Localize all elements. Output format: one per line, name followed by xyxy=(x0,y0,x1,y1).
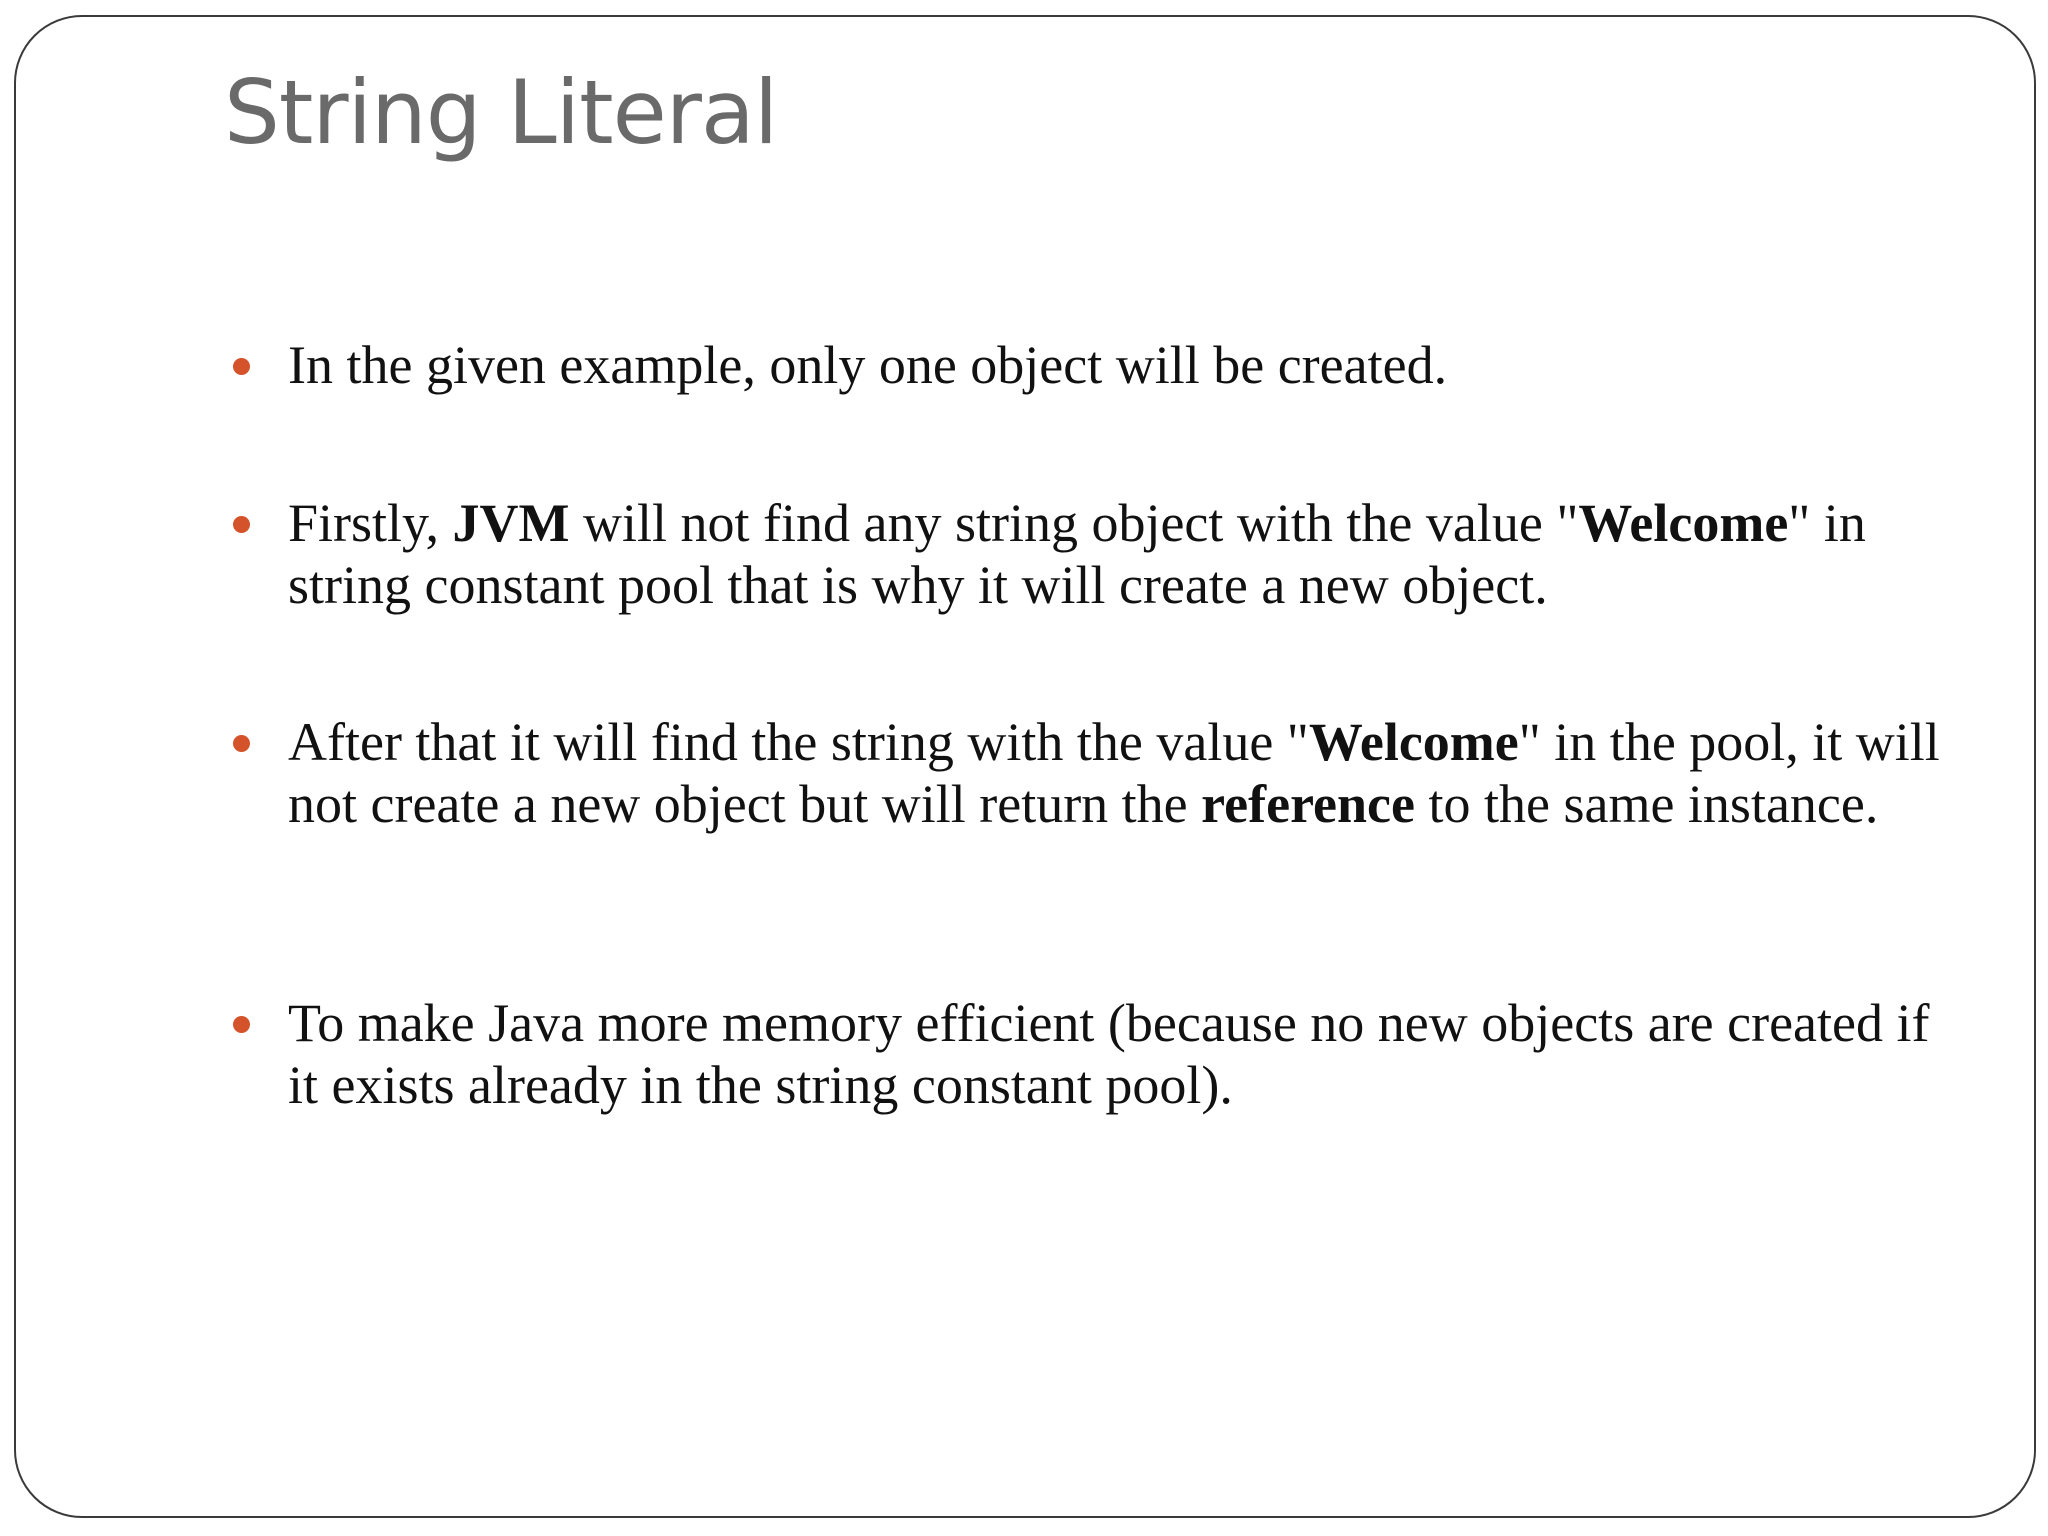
bullet-dot-icon xyxy=(233,735,250,752)
text-segment: " in string constant pool that is why it will create a new object. xyxy=(288,493,1866,615)
bullet-text xyxy=(288,493,1866,615)
bullet-item xyxy=(288,334,1948,396)
text-segment: Firstly, xyxy=(288,493,453,553)
bullet-dot-icon xyxy=(233,358,250,375)
text-segment: After that it will find the string with the value " xyxy=(288,712,1309,772)
bold-term: Welcome xyxy=(1308,712,1519,772)
text-segment: will not find any string object with the value " xyxy=(569,493,1579,553)
bullet-item xyxy=(288,711,1948,835)
bullet-dot-icon xyxy=(233,516,250,533)
bullet-item xyxy=(288,992,1948,1116)
bullet-text xyxy=(288,335,1447,395)
bullet-text xyxy=(288,993,1929,1115)
bullet-item xyxy=(288,492,1948,616)
slide-title: String Literal xyxy=(224,61,778,164)
text-segment: To make Java more memory efficient (because no new objects are created if it exists already in the string constant pool). xyxy=(288,993,1930,1115)
bold-term: JVM xyxy=(452,493,570,553)
text-segment: In the given example, only one object will be created. xyxy=(288,335,1448,395)
bold-term: Welcome xyxy=(1578,493,1789,553)
text-segment: " in the pool, it will not create a new object but will return the xyxy=(288,712,1940,834)
bullet-dot-icon xyxy=(233,1016,250,1033)
text-segment: to the same instance. xyxy=(1415,774,1879,834)
bullet-text xyxy=(288,712,1940,834)
bold-term: reference xyxy=(1201,774,1415,834)
